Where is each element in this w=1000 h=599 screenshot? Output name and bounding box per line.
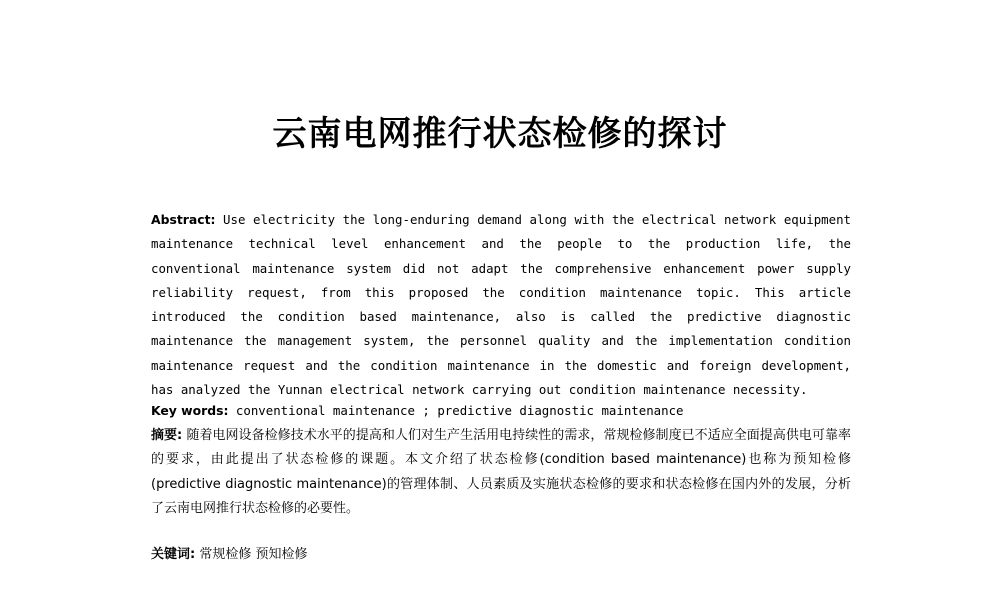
- keywords-en-text: conventional maintenance ; predictive diagnostic maintenance: [235, 403, 684, 418]
- abstract-cn-label: 摘要:: [151, 428, 183, 443]
- abstract-cn: [151, 424, 851, 521]
- keywords-en: [151, 400, 851, 422]
- paper-title: 云南电网推行状态检修的探讨: [272, 114, 728, 154]
- keywords-cn: [151, 544, 851, 566]
- keywords-en-label: Key words:: [151, 403, 229, 418]
- abstract-en-label: Abstract:: [151, 212, 216, 227]
- abstract-en: [151, 208, 851, 402]
- keywords-cn-label: 关键词:: [151, 547, 196, 562]
- abstract-en-text: Use electricity the long-enduring demand along with the electrical network equipment maintenance technical level enhancement and the people to the production life, the conventional maintenance system did not adapt the comprehensive enhancement power supply reliability request, from this proposed the condition maintenance topic. This article introduced the condition based maintenance, also is called the predictive diagnostic maintenance the management system, the personnel quality and the implementation condition maintenance request and the condition maintenance in the domestic and foreign development, has analyzed the Yunnan electrical network carrying out condition maintenance necessity.: [151, 212, 851, 398]
- abstract-cn-text: 随着电网设备检修技术水平的提高和人们对生产生活用电持续性的需求，常规检修制度已不适应全面提高供电可靠率的要求，由此提出了状态检修的课题。本文介绍了状态检修(condition based maintenance)也称为预知检修(predictive diagnostic maintenance)的管理体制、人员素质及实施状态检修的要求和状态检修在国内外的发展，分析了云南电网推行状态检修的必要性。: [151, 428, 851, 516]
- keywords-cn-text: 常规检修 预知检修: [199, 547, 308, 562]
